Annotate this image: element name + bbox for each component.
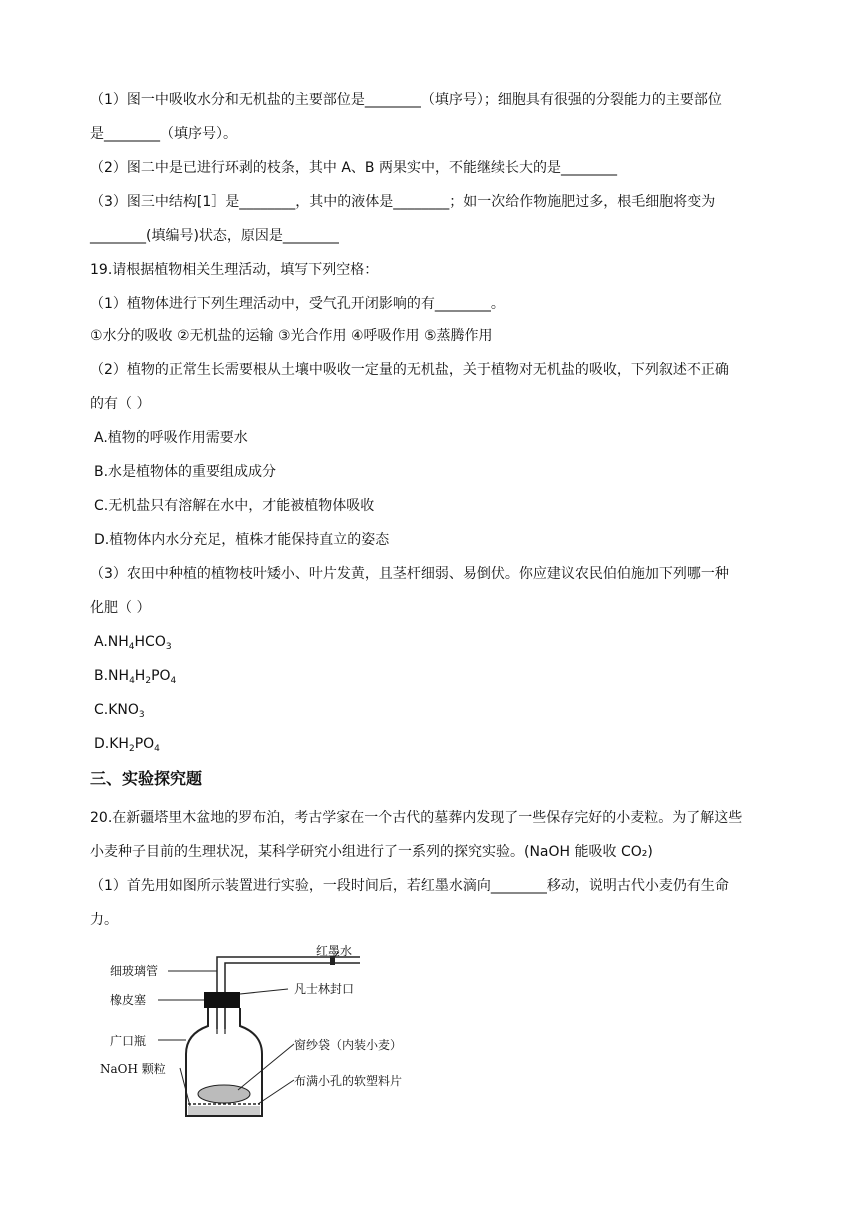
gauze-bag-shape [198, 1085, 250, 1103]
naoh-granules-shape [188, 1106, 260, 1115]
q19-part3-option-d: $D.KH_2PO_4$ [94, 736, 160, 754]
q19-part2-option-b: B.水是植物体的重要组成成分 [94, 464, 277, 480]
q19-part3-option-a: $A.NH_4HCO_3$ [94, 634, 172, 652]
q19-part2-line2: 的有（ ） [90, 396, 151, 412]
q19-part3-option-b: $B.NH_4H_2PO_4$ [94, 668, 177, 686]
q19-part1-choices: ①水分的吸收 ②无机盐的运输 ③光合作用 ④呼吸作用 ⑤蒸腾作用 [90, 328, 493, 344]
q19-part2-option-d: D.植物体内水分充足，植株才能保持直立的姿态 [94, 532, 390, 548]
q19-part2-option-c: C.无机盐只有溶解在水中，才能被植物体吸收 [94, 498, 375, 514]
q19-part2-option-a: A.植物的呼吸作用需要水 [94, 430, 248, 446]
q19-part3-option-c: $C.KNO_3$ [94, 702, 145, 720]
q19-part2-line1: （2）植物的正常生长需要根从土壤中吸收一定量的无机盐，关于植物对无机盐的吸收，下列叙述不正确 [90, 362, 729, 378]
q20-part1-line1: （1）首先用如图所示装置进行实验，一段时间后，若红墨水滴向________移动，说明古代小麦仍有生命 [90, 878, 729, 894]
q19-part1: （1）植物体进行下列生理活动中，受气孔开闭影响的有________。 [90, 296, 505, 312]
q20-part1-line2: 力。 [90, 912, 118, 928]
label-rubber-stopper: 橡皮塞 [110, 993, 147, 1007]
label-vaseline-seal: 凡士林封口 [294, 982, 355, 996]
section-heading: 三、实验探究题 [90, 769, 203, 788]
q18-part3-line1: （3）图三中结构[1］是________，其中的液体是________；如一次给作物施肥过多，根毛细胞将变为 [90, 194, 716, 210]
q20-stem-line2: 小麦种子目前的生理状况，某科学研究小组进行了一系列的探究实验。(NaOH 能吸收 CO₂) [90, 844, 653, 860]
rubber-stopper-shape [204, 992, 240, 1008]
label-red-ink: 红墨水 [316, 944, 353, 958]
label-wide-bottle: 广口瓶 [110, 1034, 147, 1048]
q19-part3-line1: （3）农田中种植的植物枝叶矮小、叶片发黄，且茎杆细弱、易倒伏。你应建议农民伯伯施加下列哪一种 [90, 566, 729, 582]
q18-part3-line2: ________(填编号)状态，原因是________ [90, 228, 339, 244]
q20-stem-line1: 20.在新疆塔里木盆地的罗布泊，考古学家在一个古代的墓葬内发现了一些保存完好的小麦粒。为了解这些 [90, 810, 743, 826]
label-naoh-granules: NaOH 颗粒 [100, 1062, 166, 1076]
q18-part1-line1: （1）图一中吸收水分和无机盐的主要部位是________（填序号）；细胞具有很强的分裂能力的主要部位 [90, 92, 722, 108]
label-plastic-sheet: 布满小孔的软塑料片 [294, 1074, 403, 1088]
label-thin-glass-tube: 细玻璃管 [110, 964, 159, 978]
q19-part3-line2: 化肥（ ） [90, 600, 151, 616]
label-gauze-bag: 窗纱袋（内装小麦） [294, 1038, 403, 1052]
q19-stem: 19.请根据植物相关生理活动，填写下列空格： [90, 262, 379, 278]
q18-part2: （2）图二中是已进行环剥的枝条，其中 A、B 两果实中，不能继续长大的是________ [90, 160, 617, 176]
experiment-apparatus-figure [98, 944, 438, 1119]
q18-part1-line2: 是________（填序号）。 [90, 126, 237, 142]
